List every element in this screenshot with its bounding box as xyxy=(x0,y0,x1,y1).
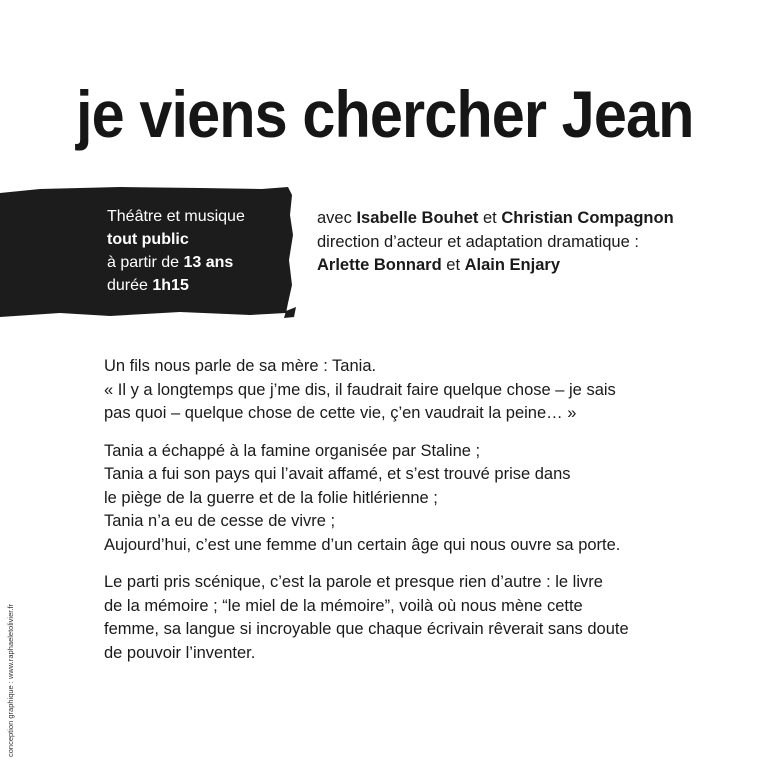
paragraph-1: Un fils nous parle de sa mère : Tania. « Il y a longtemps que j’me dis, il faudrait faire quelque chose – je sais pas quoi – quelque chose de cette vie, ç’en vaudrait la peine… » xyxy=(104,357,616,422)
cast-line: avec Isabelle Bouhet et Christian Compagnon xyxy=(317,209,674,227)
paragraph-2: Tania a échappé à la famine organisée par Staline ; Tania a fui son pays qui l’avait affamé, et s’est trouvé prise dans le piège de la guerre et de la folie hitlérienne ; Tania n’a eu de cesse de vivre ; Aujourd’hui, c’est une femme d’un certain âge qui nous ouvre sa porte. xyxy=(104,441,621,554)
cast-credits xyxy=(317,207,674,278)
genre-text: Théâtre et musique xyxy=(107,208,245,225)
duration-text: durée 1h15 xyxy=(107,277,189,294)
direction-label: direction d’acteur et adaptation dramatique : xyxy=(317,232,639,251)
age-text: à partir de 13 ans xyxy=(107,254,234,271)
description xyxy=(104,355,744,679)
audience-text: tout public xyxy=(107,231,189,248)
design-credit: conception graphique : www.raphaeletolivier.fr xyxy=(6,603,15,757)
page-title: je viens chercher Jean xyxy=(76,77,694,151)
directors-line: Arlette Bonnard et Alain Enjary xyxy=(317,256,560,274)
paragraph-3: Le parti pris scénique, c’est la parole et presque rien d’autre : le livre de la mémoire ; “le miel de la mémoire”, voilà où nous mène cette femme, sa langue si incroyable que chaque écrivain rêverait sans doute de pouvoir l’inventer. xyxy=(104,573,629,662)
